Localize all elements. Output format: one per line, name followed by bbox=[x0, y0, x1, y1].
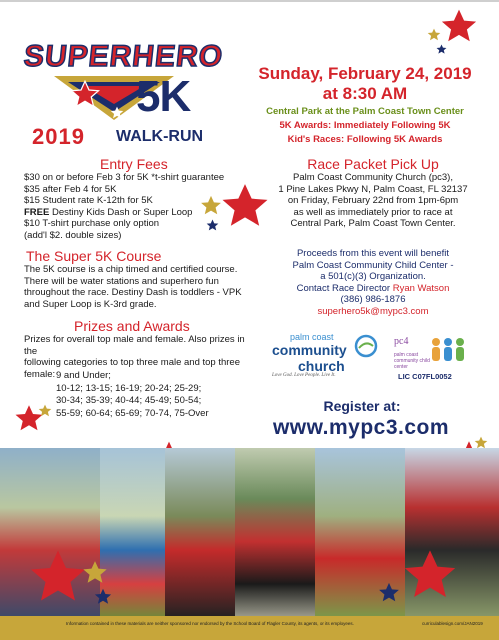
prizes-description: Prizes for overall top male and female. Also prizes in the following categories to top three male and top three female: bbox=[24, 334, 245, 380]
fee-line: (add'l $2. double sizes) bbox=[24, 229, 122, 241]
star-icon bbox=[427, 28, 441, 42]
church-circle-icon bbox=[354, 334, 378, 358]
event-location: Central Park at the Palm Coast Town Center bbox=[266, 106, 464, 117]
course-description: The 5K course is a chip timed and certified course. There will be water stations and superhero fun throughout the race. Destiny Dash is toddlers - VPK and Super Loop is K-3rd grade. bbox=[24, 264, 242, 310]
star-icon bbox=[94, 588, 112, 606]
logo-year: 2019 bbox=[32, 124, 85, 149]
star-icon bbox=[82, 560, 108, 586]
star-icon bbox=[402, 548, 458, 604]
logo-superhero-text: SUPERHERO bbox=[22, 40, 225, 73]
packet-pickup-heading: Race Packet Pick Up bbox=[307, 156, 439, 172]
star-icon bbox=[436, 44, 447, 55]
event-date: Sunday, February 24, 2019 bbox=[258, 64, 472, 83]
palm-coast-community-church-logo: palm coast community church Love God. Love People. Live It. bbox=[272, 332, 382, 380]
pc4-child-center-logo: pc4 palm coast community child center LIC C07FL0052 bbox=[390, 334, 480, 382]
contact-line: Contact Race Director Ryan Watson bbox=[296, 282, 450, 294]
director-name: Ryan Watson bbox=[392, 282, 450, 294]
contact-email[interactable]: superhero5k@mypc3.com bbox=[317, 305, 429, 317]
prizes-heading: Prizes and Awards bbox=[74, 318, 190, 334]
logo-5k-text: 5K bbox=[136, 72, 191, 121]
star-icon bbox=[440, 8, 478, 46]
event-time: at 8:30 AM bbox=[322, 84, 408, 103]
fee-line: FREE Destiny Kids Dash or Super Loop bbox=[24, 206, 193, 218]
logo-walk-run: WALK-RUN bbox=[116, 128, 204, 145]
children-figures-icon bbox=[430, 336, 466, 366]
entry-fees-heading: Entry Fees bbox=[100, 156, 168, 172]
event-date-block bbox=[240, 64, 490, 104]
fee-line: $30 on or before Feb 3 for 5K *t-shirt guarantee bbox=[24, 172, 225, 183]
entry-fees-list bbox=[24, 172, 239, 241]
star-icon bbox=[70, 80, 100, 110]
register-url[interactable]: www.mypc3.com bbox=[272, 416, 450, 439]
footer-code: curriculablesign.com/JAN2019 bbox=[422, 621, 483, 626]
benefit-info: Proceeds from this event will benefit Palm Coast Community Child Center - a 501(c)(3) Organization. Contact Race Director Ryan Watson (386) 986-1876 superhero5k@mypc3.com bbox=[258, 248, 488, 317]
event-kids-races: Kid's Races: Following 5K Awards bbox=[287, 134, 443, 145]
photo-spiderman-runners bbox=[165, 448, 235, 618]
footer-bar bbox=[0, 616, 499, 640]
course-heading: The Super 5K Course bbox=[26, 248, 162, 264]
event-awards: 5K Awards: Immediately Following 5K bbox=[279, 120, 451, 131]
star-icon bbox=[378, 582, 400, 604]
star-icon bbox=[38, 404, 52, 418]
age-categories: 9 and Under; 10-12; 13-15; 16-19; 20-24; 25-29; 30-34; 35-39; 40-44; 45-49; 50-54; 55-59; 60-64; 65-69; 70-74, 75-Over bbox=[56, 370, 209, 419]
star-icon bbox=[110, 106, 124, 120]
disclaimer-text: Information contained in these materials are neither sponsored nor endorsed by the School Board of Flagler County, its agents, or its employees. bbox=[66, 621, 354, 626]
photo-couple-costumes bbox=[235, 448, 315, 618]
superhero-5k-logo bbox=[18, 30, 243, 150]
register-label: Register at: bbox=[323, 398, 401, 414]
photo-collage bbox=[0, 448, 499, 618]
license-number: LIC C07FL0052 bbox=[398, 372, 452, 381]
packet-pickup-details: Palm Coast Community Church (pc3), 1 Pine Lakes Pkwy N, Palm Coast, FL 32137 on Friday, February 22nd from 1pm-6pm as well as immediately prior to race at Central Park, Palm Coast Town Center. bbox=[278, 172, 468, 229]
contact-phone: (386) 986-1876 bbox=[340, 294, 406, 305]
fee-line: $10 T-shirt purchase only option bbox=[24, 218, 160, 229]
fee-line: $15 Student rate K-12th for 5K bbox=[24, 195, 153, 206]
event-details bbox=[240, 105, 490, 147]
fee-line: $35 after Feb 4 for 5K bbox=[24, 183, 117, 195]
star-icon bbox=[28, 548, 88, 608]
free-label: FREE bbox=[24, 206, 50, 218]
